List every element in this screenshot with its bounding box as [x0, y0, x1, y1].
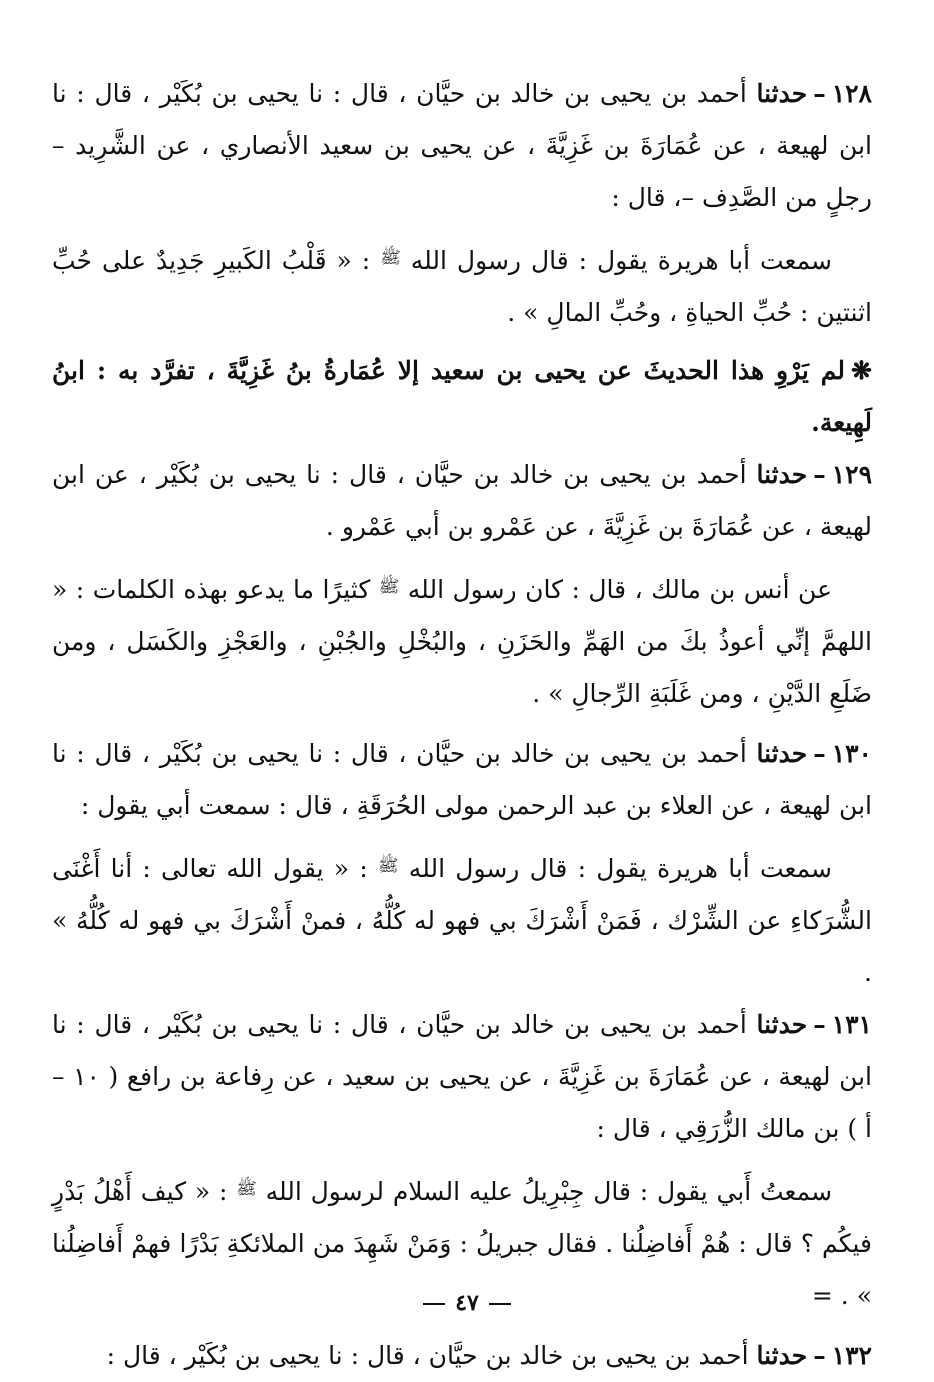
footer-dash: [423, 1303, 445, 1305]
hadith-131-isnad: ١٣١–حدثنا أحمد بن يحيى بن خالد بن حيَّان ، قال : نا يحيى بن بُكَيْر ، قال : نا ابن لهيعة ، عن عُمَارَةَ بن غَزِيَّةَ ، عن يحيى بن سعيد ، عن رِفاعة بن رافع ( ١٠ – أ ) بن مالك الزُّرَقِي ، قال :: [52, 1010, 873, 1143]
hadith-number: ١٢٩: [831, 460, 873, 489]
page-footer: [0, 1290, 934, 1316]
isnad-text: أحمد بن يحيى بن خالد بن حيَّان ، قال : نا يحيى بن بُكَيْر ، قال : نا ابن لهيعة ، عن العلاء بن عبد الرحمن مولى الحُرَقَةِ ، قال : سمعت أبي يقول :: [52, 739, 872, 820]
salawat-glyph: ﷺ: [378, 856, 399, 876]
hadith-128-matn: سمعت أبا هريرة يقول : قال رسول الله $^ﷺ$ : « قَلْبُ الكَبيرِ جَدِيدٌ على حُبِّ اثنتين : حُبِّ الحياةِ ، وحُبِّ المالِ » .: [52, 246, 872, 327]
haddathana-label: حدثنا: [756, 1010, 808, 1039]
hadith-number: ١٢٨: [831, 79, 872, 108]
hadith-132-isnad: ١٣٢–حدثنا أحمد بن يحيى بن خالد بن حيَّان ، قال : نا يحيى بن بُكَيْر ، قال :: [106, 1341, 872, 1370]
isnad-text: أحمد بن يحيى بن خالد بن حيَّان ، قال : نا يحيى بن بُكَيْر ، قال : نا ابن لهيعة ، عن عُمَارَةَ بن غَزِيَّةَ ، عن يحيى بن سعيد الأنصاري ، عن الشَّرِيد – رجلٍ من الصَّدِف –، قال :: [52, 79, 872, 212]
salawat-glyph: ﷺ: [236, 1179, 257, 1199]
isnad-text: أحمد بن يحيى بن خالد بن حيَّان ، قال : نا يحيى بن بُكَيْر ، قال : نا ابن لهيعة ، عن عُمَارَةَ بن غَزِيَّةَ ، عن يحيى بن سعيد ، عن رِفاعة بن رافع ( ١٠ – أ ) بن مالك الزُّرَقِي ، قال :: [52, 1010, 873, 1143]
hadith-129-matn: عن أنس بن مالك ، قال : كان رسول الله $^ﷺ$ كثيرًا ما يدعو بهذه الكلمات : « اللهمَّ إنِّي أعوذُ بكَ من الهَمِّ والحَزَنِ ، والبُخْلِ والجُبْنِ ، والعَجْزِ والكَسَل ، ومن ضَلَعِ الدَّيْنِ ، ومن غَلَبَةِ الرِّجالِ » .: [52, 575, 872, 708]
haddathana-label: حدثنا: [756, 1341, 808, 1370]
isnad-text: أحمد بن يحيى بن خالد بن حيَّان ، قال : نا يحيى بن بُكَيْر ، عن ابن لهيعة ، عن عُمَارَةَ بن غَزِيَّةَ ، عن عَمْرو بن أبي عَمْرو .: [52, 460, 872, 541]
page-body: [52, 68, 872, 1382]
star-icon: ❋: [851, 356, 872, 385]
hadith-130-isnad: ١٣٠–حدثنا أحمد بن يحيى بن خالد بن حيَّان ، قال : نا يحيى بن بُكَيْر ، قال : نا ابن لهيعة ، عن العلاء بن عبد الرحمن مولى الحُرَقَةِ ، قال : سمعت أبي يقول :: [52, 739, 872, 820]
haddathana-label: حدثنا: [756, 739, 808, 768]
salawat-glyph: ﷺ: [378, 577, 400, 597]
hadith-128-isnad: ١٢٨–حدثنا أحمد بن يحيى بن خالد بن حيَّان ، قال : نا يحيى بن بُكَيْر ، قال : نا ابن لهيعة ، عن عُمَارَةَ بن غَزِيَّةَ ، عن يحيى بن سعيد الأنصاري ، عن الشَّرِيد – رجلٍ من الصَّدِف –، قال :: [52, 79, 872, 212]
hadith-129-isnad: ١٢٩–حدثنا أحمد بن يحيى بن خالد بن حيَّان ، قال : نا يحيى بن بُكَيْر ، عن ابن لهيعة ، عن عُمَارَةَ بن غَزِيَّةَ ، عن عَمْرو بن أبي عَمْرو .: [52, 460, 873, 541]
editor-note: [52, 345, 872, 449]
hadith-130-matn: سمعت أبا هريرة يقول : قال رسول الله $^ﷺ$ : « يقول الله تعالى : أنا أَغْنَى الشُّرَكاءِ عن الشِّرْك ، فَمَنْ أَشْرَكَ بي فهو له كُلُّهُ ، فمنْ أَشْرَكَ بي فهو له كُلُّهُ » .: [52, 854, 872, 987]
page-number: ٤٧: [455, 1290, 479, 1316]
haddathana-label: حدثنا: [756, 460, 808, 489]
note-text: لم يَرْوِ هذا الحديثَ عن يحيى بن سعيد إلا عُمَارةُ بنُ غَزِيَّةَ ، تفرَّد به : ابنُ لَهِيعة.: [52, 356, 872, 437]
hadith-131-matn: سمعتُ أَبي يقول : قال جِبْرِيلُ عليه السلام لرسول الله $^ﷺ$ : « كيف أَهْلُ بَدْرٍ فيكُم ؟ قال : هُمْ أَفاضِلُنا . فقال جبريلُ : وَمَنْ شَهِدَ من الملائكةِ بَدْرًا فهمْ أَفاضِلُنا » . =: [52, 1177, 872, 1310]
footer-dash: [489, 1303, 511, 1305]
haddathana-label: حدثنا: [756, 79, 808, 108]
isnad-text: أحمد بن يحيى بن خالد بن حيَّان ، قال : نا يحيى بن بُكَيْر ، قال :: [106, 1341, 749, 1370]
salawat-glyph: ﷺ: [380, 248, 401, 268]
hadith-number: ١٣١: [831, 1010, 872, 1039]
hadith-number: ١٣٠: [831, 739, 872, 768]
hadith-number: ١٣٢: [831, 1341, 872, 1370]
